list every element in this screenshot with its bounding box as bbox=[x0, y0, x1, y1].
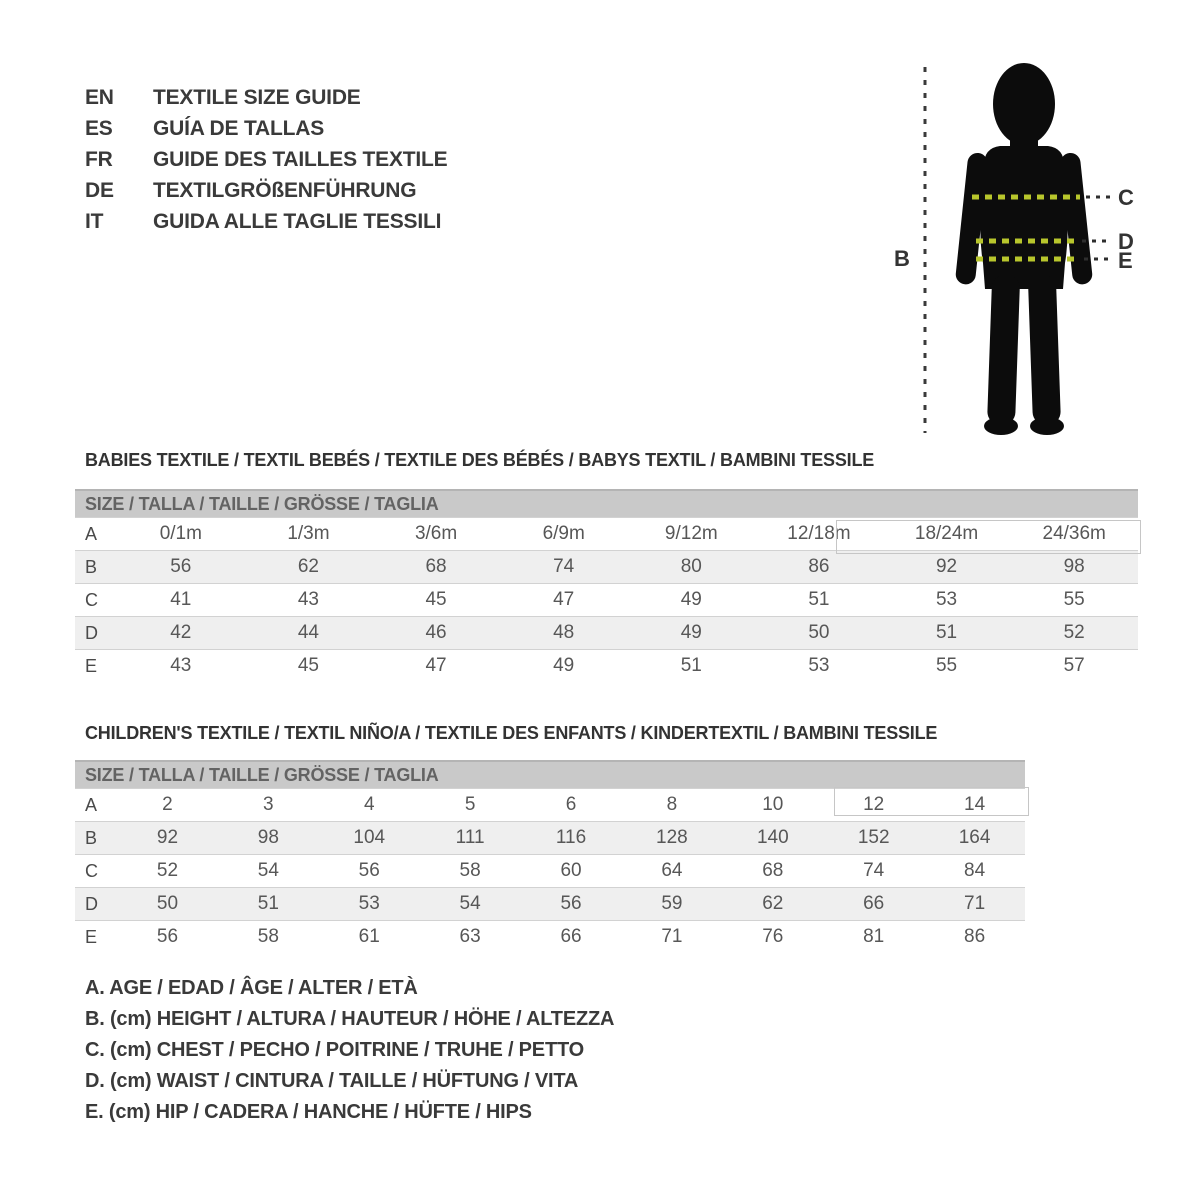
size-value-cell: 62 bbox=[297, 556, 319, 577]
size-value-cell: 64 bbox=[661, 860, 683, 881]
size-value-cell: 2 bbox=[162, 794, 173, 815]
size-value-cell: 152 bbox=[857, 827, 890, 848]
waist-label: D bbox=[1118, 229, 1134, 254]
size-value-cell: 53 bbox=[358, 893, 380, 914]
size-value-cell: 12 bbox=[863, 794, 885, 815]
table-row bbox=[75, 550, 1138, 583]
size-value-cell: 128 bbox=[656, 827, 688, 848]
language-row bbox=[85, 113, 447, 144]
size-value-cell: 3/6m bbox=[414, 523, 458, 544]
size-value-cell: 43 bbox=[170, 655, 192, 676]
size-value-cell: 48 bbox=[553, 622, 575, 643]
language-list bbox=[85, 82, 447, 237]
children-selected-size-highlight bbox=[834, 787, 1029, 816]
size-value-cell: 47 bbox=[425, 655, 447, 676]
size-value-cell: 56 bbox=[156, 926, 179, 947]
size-value-cell: 44 bbox=[297, 622, 319, 643]
size-value-cell: 86 bbox=[964, 926, 986, 947]
size-value-cell: 4 bbox=[363, 794, 375, 815]
size-value-cell: 54 bbox=[459, 893, 481, 914]
row-letter: C bbox=[85, 860, 98, 881]
size-value-cell: 59 bbox=[661, 893, 683, 914]
size-value-cell: 24/36m bbox=[1042, 523, 1106, 544]
table-row bbox=[75, 887, 1025, 920]
size-value-cell: 41 bbox=[170, 589, 192, 610]
size-value-cell: 71 bbox=[661, 926, 683, 947]
size-value-cell: 92 bbox=[156, 827, 179, 848]
legend-line: B. (cm) HEIGHT / ALTURA / HAUTEUR / HÖHE / ALTEZZA bbox=[85, 1008, 615, 1030]
size-value-cell: 8 bbox=[666, 794, 678, 815]
size-value-cell: 66 bbox=[863, 893, 885, 914]
size-value-cell: 54 bbox=[257, 860, 279, 881]
size-value-cell: 84 bbox=[964, 860, 986, 881]
size-value-cell: 3 bbox=[263, 794, 274, 815]
language-code: ES bbox=[85, 116, 113, 140]
size-value-cell: 76 bbox=[762, 926, 784, 947]
children-table-header: SIZE / TALLA / TAILLE / GRÖSSE / TAGLIA bbox=[75, 760, 1025, 788]
size-value-cell: 6 bbox=[565, 794, 577, 815]
row-letter: E bbox=[85, 926, 98, 947]
size-value-cell: 0/1m bbox=[159, 523, 202, 544]
height-label: B bbox=[894, 246, 910, 271]
size-value-cell: 51 bbox=[935, 622, 958, 643]
size-value-cell: 47 bbox=[553, 589, 575, 610]
language-title: TEXTILE SIZE GUIDE bbox=[153, 85, 361, 109]
size-value-cell: 1/3m bbox=[287, 523, 330, 544]
row-letter: E bbox=[85, 655, 98, 676]
size-value-cell: 104 bbox=[353, 827, 386, 848]
size-value-cell: 116 bbox=[555, 827, 587, 848]
size-value-cell: 18/24m bbox=[914, 523, 979, 544]
size-value-cell: 56 bbox=[170, 556, 192, 577]
language-title: GUÍA DE TALLAS bbox=[153, 116, 325, 140]
size-value-cell: 98 bbox=[1063, 556, 1085, 577]
table-row bbox=[75, 649, 1138, 682]
size-value-cell: 43 bbox=[297, 589, 319, 610]
children-section-title: CHILDREN'S TEXTILE / TEXTIL NIÑO/A / TEXTILE DES ENFANTS / KINDERTEXTIL / BAMBINI TESSILE bbox=[85, 723, 938, 743]
babies-table-header: SIZE / TALLA / TAILLE / GRÖSSE / TAGLIA bbox=[75, 489, 1138, 517]
table-row bbox=[75, 920, 1025, 953]
size-value-cell: 164 bbox=[958, 827, 991, 848]
chest-label: C bbox=[1118, 185, 1134, 210]
babies-size-table bbox=[75, 489, 1138, 682]
row-letter: B bbox=[85, 556, 98, 577]
size-value-cell: 81 bbox=[863, 926, 885, 947]
size-value-cell: 61 bbox=[358, 926, 380, 947]
row-letter: D bbox=[85, 622, 98, 643]
size-value-cell: 140 bbox=[756, 827, 789, 848]
language-title: GUIDE DES TAILLES TEXTILE bbox=[153, 147, 448, 171]
size-value-cell: 6/9m bbox=[542, 523, 585, 544]
size-value-cell: 98 bbox=[257, 827, 279, 848]
size-value-cell: 51 bbox=[808, 589, 830, 610]
language-row bbox=[85, 175, 447, 206]
size-value-cell: 12/18m bbox=[787, 523, 851, 544]
legend-line: D. (cm) WAIST / CINTURA / TAILLE / HÜFTUNG / VITA bbox=[85, 1070, 579, 1092]
size-value-cell: 62 bbox=[762, 893, 784, 914]
row-letter: D bbox=[85, 893, 98, 914]
legend-line: C. (cm) CHEST / PECHO / POITRINE / TRUHE / PETTO bbox=[85, 1039, 584, 1061]
language-row bbox=[85, 144, 447, 175]
language-row bbox=[85, 82, 447, 113]
size-value-cell: 50 bbox=[156, 893, 179, 914]
size-value-cell: 49 bbox=[680, 622, 702, 643]
size-value-cell: 50 bbox=[808, 622, 830, 643]
size-value-cell: 55 bbox=[935, 655, 958, 676]
size-value-cell: 49 bbox=[680, 589, 702, 610]
size-value-cell: 68 bbox=[425, 556, 447, 577]
size-value-cell: 57 bbox=[1063, 655, 1085, 676]
table-row bbox=[75, 583, 1138, 616]
size-value-cell: 86 bbox=[808, 556, 830, 577]
size-value-cell: 9/12m bbox=[664, 523, 718, 544]
child-silhouette bbox=[955, 63, 1093, 435]
row-letter: A bbox=[85, 523, 98, 544]
table-row bbox=[75, 821, 1025, 854]
measurement-legend bbox=[85, 973, 614, 1128]
language-code: EN bbox=[85, 85, 114, 109]
legend-line: E. (cm) HIP / CADERA / HANCHE / HÜFTE / HIPS bbox=[85, 1101, 532, 1123]
size-value-cell: 68 bbox=[762, 860, 784, 881]
row-letter: B bbox=[85, 827, 98, 848]
child-silhouette-figure bbox=[880, 53, 1190, 448]
size-value-cell: 14 bbox=[964, 794, 986, 815]
size-value-cell: 60 bbox=[560, 860, 582, 881]
size-value-cell: 71 bbox=[964, 893, 986, 914]
language-title: GUIDA ALLE TAGLIE TESSILI bbox=[153, 209, 442, 233]
language-title: TEXTILGRÖßENFÜHRUNG bbox=[153, 178, 417, 202]
size-value-cell: 49 bbox=[553, 655, 575, 676]
row-letter: C bbox=[85, 589, 98, 610]
size-value-cell: 45 bbox=[425, 589, 447, 610]
size-value-cell: 53 bbox=[808, 655, 830, 676]
size-value-cell: 58 bbox=[257, 926, 279, 947]
legend-line: A. AGE / EDAD / ÂGE / ALTER / ETÀ bbox=[85, 977, 418, 999]
size-value-cell: 45 bbox=[297, 655, 319, 676]
language-code: IT bbox=[85, 209, 104, 233]
size-value-cell: 10 bbox=[762, 794, 784, 815]
size-value-cell: 66 bbox=[560, 926, 582, 947]
size-value-cell: 56 bbox=[560, 893, 582, 914]
size-value-cell: 46 bbox=[425, 622, 447, 643]
size-value-cell: 58 bbox=[459, 860, 481, 881]
size-value-cell: 52 bbox=[156, 860, 179, 881]
hip-label: E bbox=[1118, 248, 1133, 273]
babies-selected-size-highlight bbox=[836, 520, 1141, 554]
size-value-cell: 51 bbox=[257, 893, 279, 914]
table-row bbox=[75, 616, 1138, 649]
language-row bbox=[85, 206, 447, 237]
size-value-cell: 42 bbox=[170, 622, 192, 643]
babies-section-title: BABIES TEXTILE / TEXTIL BEBÉS / TEXTILE DES BÉBÉS / BABYS TEXTIL / BAMBINI TESSILE bbox=[85, 450, 875, 470]
size-value-cell: 55 bbox=[1063, 589, 1085, 610]
size-value-cell: 53 bbox=[935, 589, 958, 610]
measurement-figure bbox=[880, 53, 1190, 448]
language-code: FR bbox=[85, 147, 113, 171]
size-value-cell: 92 bbox=[935, 556, 958, 577]
size-value-cell: 5 bbox=[464, 794, 476, 815]
size-value-cell: 111 bbox=[455, 827, 485, 848]
row-letter: A bbox=[85, 794, 98, 815]
size-value-cell: 56 bbox=[358, 860, 380, 881]
size-value-cell: 74 bbox=[553, 556, 575, 577]
table-row bbox=[75, 854, 1025, 887]
language-code: DE bbox=[85, 178, 114, 202]
size-value-cell: 80 bbox=[680, 556, 702, 577]
size-value-cell: 51 bbox=[680, 655, 702, 676]
size-value-cell: 52 bbox=[1063, 622, 1085, 643]
size-value-cell: 63 bbox=[459, 926, 481, 947]
size-value-cell: 74 bbox=[863, 860, 885, 881]
